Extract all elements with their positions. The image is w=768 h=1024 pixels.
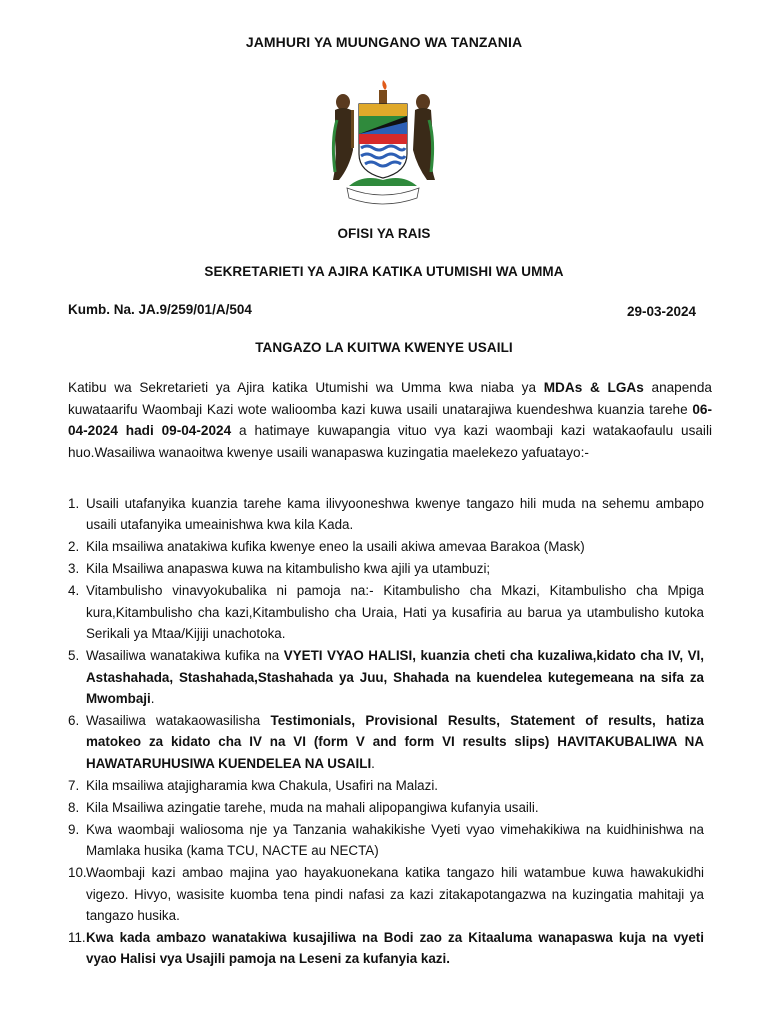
intro-paragraph [68, 377, 712, 463]
list-item-number: 1. [68, 496, 80, 511]
list-item-text: Kila msailiwa atajigharamia kwa Chakula, Usafiri na Malazi. [86, 777, 439, 793]
mountain-base [349, 178, 417, 186]
secretariat-heading: SEKRETARIETI YA AJIRA KATIKA UTUMISHI WA UMMA [204, 264, 564, 279]
list-item-tail: . [150, 691, 155, 707]
list-item-text: Kila msailiwa anatakiwa kufika kwenye eneo la usaili akiwa amevaa Barakoa (Mask) [86, 539, 585, 555]
list-item-number: 4. [68, 583, 80, 599]
list-item-number: 9. [68, 821, 80, 837]
list-item [68, 558, 704, 579]
list-item-number: 8. [68, 799, 80, 815]
list-item-lead: Wasailiwa wanatakiwa kufika na [86, 648, 284, 664]
instructions-list [68, 493, 704, 970]
office-heading: OFISI YA RAIS [337, 226, 431, 241]
list-item [68, 862, 704, 926]
list-item-text [86, 710, 704, 774]
motto-ribbon [347, 188, 419, 204]
list-item [68, 927, 704, 970]
intro-text-1: Katibu wa Sekretarieti ya Ajira katika Utumishi wa Umma kwa niaba ya [68, 380, 544, 395]
list-item-text: Kwa kada ambazo wanatakiwa kusajiliwa na Bodi zao za Kitaaluma wanapaswa kuja na vyeti vyao Halisi vya Usajili pamoja na Leseni za kufanyia kazi. [86, 930, 704, 967]
list-item-number: 7. [68, 777, 80, 793]
right-supporter-figure [413, 94, 435, 180]
list-item-tail: . [371, 755, 375, 771]
list-item [68, 710, 704, 774]
intro-bold-2: 06-04-2024 hadi 09-04-2024 [68, 401, 712, 438]
list-item-number: 5. [68, 648, 80, 664]
list-item-text: Waombaji kazi ambao majina yao hayakuonekana katika tangazo hili watambue kuwa hawakukidhi vigezo. Hivyo, wasisite kuomba tena pindi nafasi za kazi zitakapotangazwa na kuzingatia mahitaji ya tangazo husika. [86, 865, 704, 924]
list-item [68, 580, 704, 644]
list-item-text: Usaili utafanyika kuanzia tarehe kama ilivyooneshwa kwenye tangazo hili muda na sehemu ambapo usaili utafanyika umeainishwa kwa kila Kada. [86, 496, 704, 533]
list-item-text [86, 645, 704, 709]
coat-of-arms-icon [313, 80, 453, 210]
announcement-title: TANGAZO LA KUITWA KWENYE USAILI [255, 340, 513, 355]
list-item [68, 819, 704, 862]
list-item-text: Kila Msailiwa azingatie tarehe, muda na mahali alipopangiwa kufanyia usaili. [86, 799, 539, 815]
list-item [68, 536, 704, 557]
list-item-number: 2. [68, 539, 80, 555]
shield-icon [359, 104, 407, 178]
list-item-text: Kwa waombaji waliosoma nje ya Tanzania wahakikishe Vyeti vyao vimehakikiwa na kuidhinishwa na Mamlaka husika (kama TCU, NACTE au NECTA) [86, 821, 704, 859]
list-item-number: 3. [68, 561, 80, 577]
reference-date: 29-03-2024 [627, 304, 697, 319]
list-item [68, 797, 704, 818]
list-item-lead: Wasailiwa watakaowasilisha [86, 713, 271, 729]
list-item [68, 493, 704, 536]
list-item [68, 775, 704, 796]
reference-number: Kumb. Na. JA.9/259/01/A/504 [68, 302, 252, 317]
list-item-number: 6. [68, 713, 80, 729]
country-heading: JAMHURI YA MUUNGANO WA TANZANIA [245, 34, 523, 50]
torch-icon [379, 80, 387, 104]
list-item-text: Vitambulisho vinavyokubalika ni pamoja na:- Kitambulisho cha Mkazi, Kitambulisho cha Mpiga kura,Kitambulisho cha kazi,Kitambulisho cha Uraia, Hati ya kusafiria au barua ya utambulisho kutoka Serikali ya Mtaa/Kijiji unachotoka. [86, 583, 704, 642]
list-item-text: Kila Msailiwa anapaswa kuwa na kitambulisho kwa ajili ya utambuzi; [86, 561, 491, 577]
list-item-bold: VYETI VYAO HALISI, kuanzia cheti cha kuzaliwa,kidato cha IV, VI, Astashahada, Stashahada,Stashahada ya Juu, Shahada na kuendelea kutegemeana na sifa za Mwombaji [86, 648, 704, 707]
list-item-number: 10. [68, 865, 87, 881]
intro-text-3: a hatimaye kuwapangia vituo vya kazi waombaji kazi watakaofaulu usaili huo.Wasailiwa wanaoitwa kwenye usaili wanapaswa kuzingatia maelekezo yafuatayo:- [68, 423, 712, 460]
intro-text-2: anapenda kuwataarifu Waombaji Kazi wote walioomba kazi kuwa usaili unatarajiwa kuendeshwa kuanzia tarehe [68, 380, 712, 417]
intro-bold-1: MDAs & LGAs [543, 380, 644, 395]
list-item-bold: Testimonials, Provisional Results, Statement of results, hatiza matokeo za kidato cha IV na VI (form V and form VI results slips) HAVITAKUBALIWA NA HAWATARUHUSIWA KUENDELEA NA USAILI [86, 713, 704, 771]
list-item-number: 11. [68, 930, 86, 946]
left-supporter-figure [333, 94, 354, 180]
list-item [68, 645, 704, 709]
